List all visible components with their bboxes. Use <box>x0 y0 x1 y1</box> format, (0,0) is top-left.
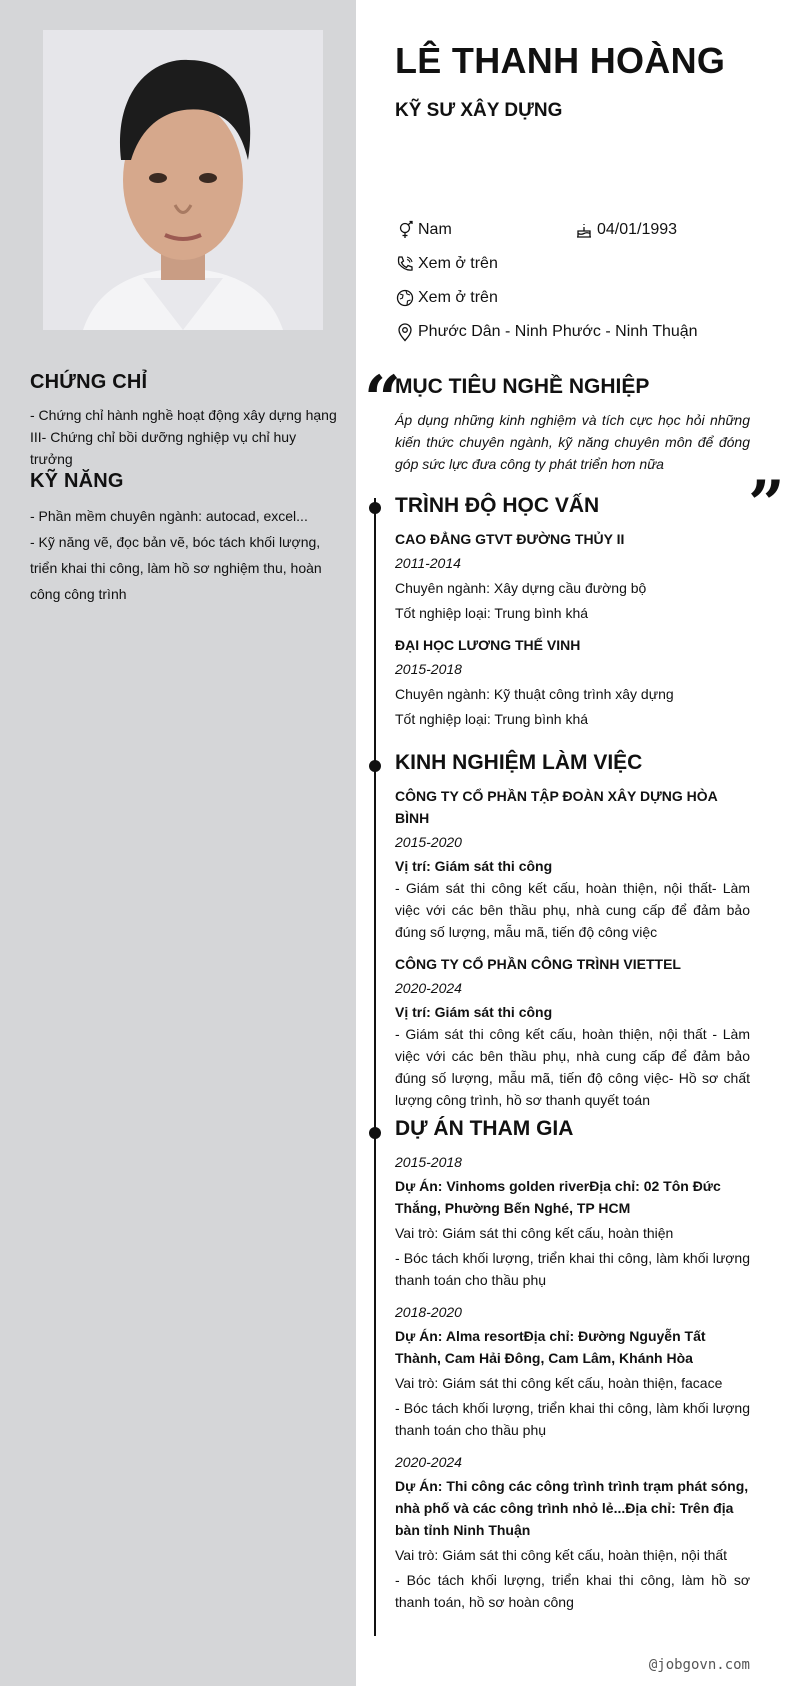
job-description: - Giám sát thi công kết cấu, hoàn thiện, nội thất- Làm việc với các bên thầu phụ, nhà cung cấp để đảm bảo đúng số lượng, mẫu mã, tiến độ công việc <box>395 880 750 940</box>
company-name: CÔNG TY CỔ PHẦN CÔNG TRÌNH VIETTEL <box>395 956 681 972</box>
project-item <box>395 1301 750 1441</box>
birthdate-info <box>574 220 677 240</box>
school-name: ĐẠI HỌC LƯƠNG THẾ VINH <box>395 637 581 653</box>
watermark: @jobgovn.com <box>648 1657 750 1673</box>
education-item <box>395 634 750 730</box>
profile-photo <box>43 30 323 330</box>
period: 2020-2024 <box>395 1454 462 1470</box>
project-description: - Bóc tách khối lượng, triển khai thi công, làm khối lượng thanh toán cho thầu phụ <box>395 1250 750 1288</box>
period: 2015-2018 <box>395 661 462 677</box>
phone-icon <box>395 254 415 274</box>
experience-title: KINH NGHIỆM LÀM VIỆC <box>395 751 643 774</box>
project-item <box>395 1151 750 1291</box>
company-name: CÔNG TY CỔ PHẦN TẬP ĐOÀN XÂY DỰNG HÒA BÌNH <box>395 788 718 826</box>
certificate-line: - Chứng chỉ hành nghề hoạt động xây dựng hạng <box>30 407 337 423</box>
objective-section <box>395 375 750 475</box>
school-name: CAO ĐẲNG GTVT ĐƯỜNG THỦY II <box>395 531 625 547</box>
location-pin-icon <box>395 322 415 342</box>
address-value: Phước Dân - Ninh Phước - Ninh Thuận <box>418 323 698 340</box>
skill-line: - Kỹ năng vẽ, đọc bản vẽ, bóc tách khối lượng, <box>30 534 321 550</box>
project-description: - Bóc tách khối lượng, triển khai thi công, làm hồ sơ thanh toán, hồ sơ hoàn công <box>395 1572 750 1610</box>
project-role: Vai trò: Giám sát thi công kết cấu, hoàn thiện <box>395 1225 674 1241</box>
grade: Tốt nghiệp loại: Trung bình khá <box>395 711 589 727</box>
phone-info <box>395 254 498 274</box>
candidate-name: LÊ THANH HOÀNG <box>395 40 726 81</box>
website-value: Xem ở trên <box>418 289 498 306</box>
experience-section <box>395 751 750 1121</box>
quote-close-icon: ” <box>748 467 785 542</box>
timeline-line <box>374 498 376 1636</box>
project-description: - Bóc tách khối lượng, triển khai thi công, làm khối lượng thanh toán cho thầu phụ <box>395 1400 750 1438</box>
timeline-dot <box>369 760 381 772</box>
objective-title: MỤC TIÊU NGHỀ NGHIỆP <box>395 375 650 398</box>
position: Vị trí: Giám sát thi công <box>395 1004 553 1020</box>
job-title: KỸ SƯ XÂY DỰNG <box>395 100 563 121</box>
portrait-image <box>43 30 323 330</box>
major: Chuyên ngành: Kỹ thuật công trình xây dựng <box>395 686 674 702</box>
period: 2020-2024 <box>395 980 462 996</box>
skills-section <box>30 470 340 607</box>
job-description: - Giám sát thi công kết cấu, hoàn thiện, nội thất - Làm việc với các bên thầu phụ, nhà cung cấp để đảm bảo đúng số lượng, mẫu mã, tiến độ công việc- Hồ sơ chất lượng công trình, hồ sơ thanh quyết toán <box>395 1026 750 1108</box>
period: 2011-2014 <box>395 555 461 571</box>
project-name: Dự Án: Thi công các công trình trình trạm phát sóng, nhà phố và các công trình nhỏ lẻ...Địa chỉ: Trên địa bàn tỉnh Ninh Thuận <box>395 1478 749 1538</box>
education-item <box>395 528 750 624</box>
experience-item <box>395 785 750 943</box>
certificates-section <box>30 371 340 470</box>
gender-icon <box>395 220 415 240</box>
project-item <box>395 1451 750 1613</box>
skill-line: công công trình <box>30 586 127 602</box>
experience-item <box>395 953 750 1111</box>
timeline-dot <box>369 1127 381 1139</box>
timeline-dot <box>369 502 381 514</box>
gender-info <box>395 220 452 240</box>
project-role: Vai trò: Giám sát thi công kết cấu, hoàn thiện, facace <box>395 1375 723 1391</box>
address-info <box>395 322 698 342</box>
skill-line: - Phần mềm chuyên ngành: autocad, excel... <box>30 508 308 524</box>
projects-section <box>395 1117 750 1623</box>
skill-line: triển khai thi công, làm hồ sơ nghiệm thu, hoàn <box>30 560 322 576</box>
education-title: TRÌNH ĐỘ HỌC VẤN <box>395 494 600 517</box>
education-section <box>395 494 750 740</box>
phone-value: Xem ở trên <box>418 255 498 272</box>
quote-open-icon: “ <box>364 362 401 437</box>
left-sidebar <box>0 0 356 1686</box>
position: Vị trí: Giám sát thi công <box>395 858 553 874</box>
major: Chuyên ngành: Xây dựng cầu đường bộ <box>395 580 647 596</box>
website-info <box>395 288 498 308</box>
certificate-line: III- Chứng chỉ bồi dưỡng nghiệp vụ chỉ huy trưởng <box>30 429 297 467</box>
project-name: Dự Án: Alma resortĐịa chỉ: Đường Nguyễn Tất Thành, Cam Hải Đông, Cam Lâm, Khánh Hòa <box>395 1328 706 1366</box>
globe-icon <box>395 288 415 308</box>
grade: Tốt nghiệp loại: Trung bình khá <box>395 605 589 621</box>
certificates-title: CHỨNG CHỈ <box>30 371 148 393</box>
projects-title: DỰ ÁN THAM GIA <box>395 1117 574 1140</box>
gender-value: Nam <box>418 221 452 238</box>
cake-icon <box>574 220 594 240</box>
skills-title: KỸ NĂNG <box>30 470 124 492</box>
objective-text: Áp dụng những kinh nghiệm và tích cực học hỏi những kiến thức chuyên ngành, kỹ năng chuyên môn để đóng góp sức lực đưa công ty phát triển hơn nữa <box>395 412 750 472</box>
period: 2018-2020 <box>395 1304 462 1320</box>
birthdate-value: 04/01/1993 <box>597 221 678 238</box>
project-role: Vai trò: Giám sát thi công kết cấu, hoàn thiện, nội thất <box>395 1547 728 1563</box>
period: 2015-2020 <box>395 834 462 850</box>
project-name: Dự Án: Vinhoms golden riverĐịa chỉ: 02 Tôn Đức Thắng, Phường Bến Nghé, TP HCM <box>395 1178 721 1216</box>
period: 2015-2018 <box>395 1154 462 1170</box>
